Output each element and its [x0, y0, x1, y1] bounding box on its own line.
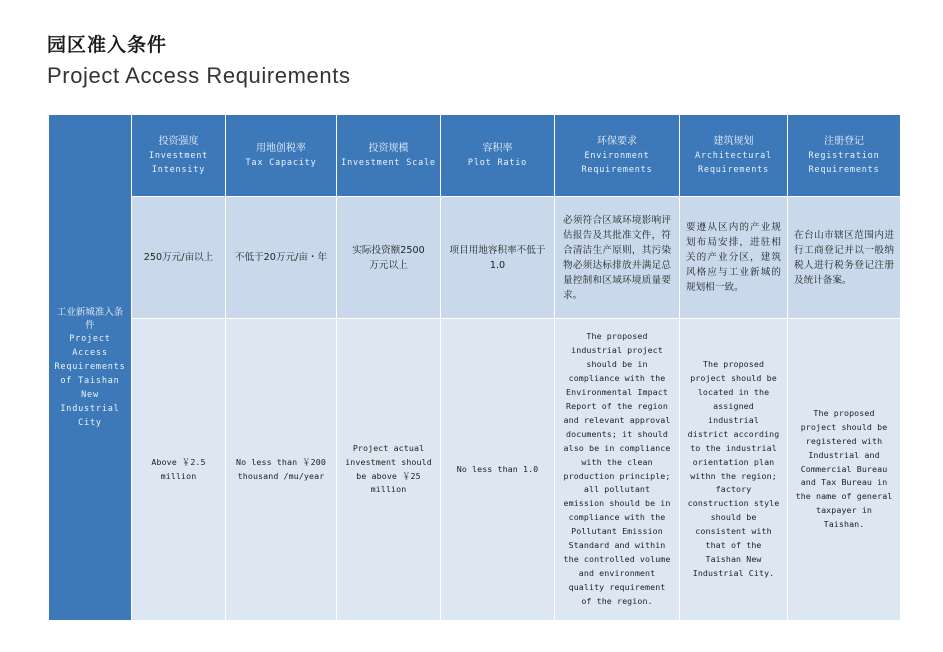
- requirements-table: [49, 115, 893, 618]
- table-cell-cn: [555, 197, 679, 318]
- cell-text: 不低于20万元/亩・年: [234, 252, 328, 263]
- table-cell-cn: [441, 197, 554, 318]
- cell-text: Above ￥2.5 million: [151, 456, 206, 481]
- column-header-registration: [788, 115, 900, 196]
- table-cell-en: [132, 319, 225, 620]
- column-header-en: Tax Capacity: [245, 157, 317, 168]
- cell-text: The proposed project should be located in the assigned industrial district according to the industrial orientation plan withn the region; factory construction style should be consistent with that of the Taishan New Industrial City.: [687, 359, 780, 578]
- column-header-investment-scale: [337, 115, 440, 196]
- cell-text: Project actual investment should be above ￥25 million: [345, 442, 432, 495]
- cell-text: 要遵从区内的产业规划布局安排，进驻相关的产业分区，建筑风格应与工业新城的规划相一致。: [686, 222, 781, 293]
- row-header-cn: 工业新城准入条件: [56, 306, 124, 331]
- page-title-en: Project Access Requirements: [47, 63, 351, 88]
- column-header-tax-capacity: [226, 115, 336, 196]
- page-title-cn: 园区准入条件: [47, 34, 168, 56]
- table-cell-cn: [132, 197, 225, 318]
- column-header-en: Investment Scale: [341, 157, 436, 168]
- column-header-environment: [555, 115, 679, 196]
- row-header: [49, 115, 131, 620]
- column-header-en: Environment Requirements: [581, 150, 653, 175]
- cell-text: The proposed industrial project should be in compliance with the Environmental Impact Report of the region and relevant approval documents; it should also be in compliance with the clean production principle; all pollutant emission should be in compliance with the Pollutant Emission Standard and within the controlled volume and environment quality requirement of the region.: [563, 331, 671, 606]
- column-header-investment-intensity: [132, 115, 225, 196]
- column-header-cn: 用地创税率: [256, 142, 306, 154]
- cell-text: No less than ￥200 thousand /mu/year: [236, 456, 326, 481]
- column-header-en: Architectural Requirements: [695, 150, 772, 175]
- column-header-plot-ratio: [441, 115, 554, 196]
- column-header-cn: 注册登记: [824, 135, 864, 147]
- table-cell-en: [226, 319, 336, 620]
- cell-text: No less than 1.0: [456, 463, 539, 474]
- column-header-cn: 投资规模: [368, 142, 409, 154]
- table-cell-cn: [337, 197, 440, 318]
- table-cell-cn: [788, 197, 900, 318]
- column-header-cn: 投资强度: [158, 135, 199, 147]
- cell-text: The proposed project should be registered with Industrial and Commercial Bureau and Tax Bureau in the name of general taxpayer in Taishan.: [795, 407, 893, 530]
- cell-text: 在台山市辖区范围内进行工商登记并以一般纳税人进行税务登记注册及统计备案。: [794, 229, 894, 286]
- cell-text: 250万元/亩以上: [143, 252, 214, 263]
- column-header-en: Registration Requirements: [808, 150, 880, 175]
- row-header-en: Project Access Requirements of Taishan New Industrial City: [54, 333, 126, 428]
- cell-text: 实际投资额2500万元以上: [352, 244, 425, 271]
- table-cell-en: [555, 319, 679, 620]
- table-cell-en: [680, 319, 787, 620]
- table-cell-en: [337, 319, 440, 620]
- cell-text: 项目用地容积率不低于1.0: [449, 244, 546, 271]
- cell-text: 必须符合区域环境影响评估报告及其批准文件，符合清洁生产原则，其污染物必须达标排放并满足总量控制和区域环境质量要求。: [563, 214, 671, 301]
- column-header-cn: 建筑规划: [713, 135, 754, 147]
- table-cell-en: [441, 319, 554, 620]
- table-cell-cn: [680, 197, 787, 318]
- column-header-en: Investment Intensity: [148, 150, 209, 175]
- column-header-cn: 容积率: [482, 142, 513, 154]
- column-header-architectural: [680, 115, 787, 196]
- column-header-en: Plot Ratio: [467, 157, 528, 168]
- table-cell-cn: [226, 197, 336, 318]
- column-header-cn: 环保要求: [597, 135, 637, 147]
- table-cell-en: [788, 319, 900, 620]
